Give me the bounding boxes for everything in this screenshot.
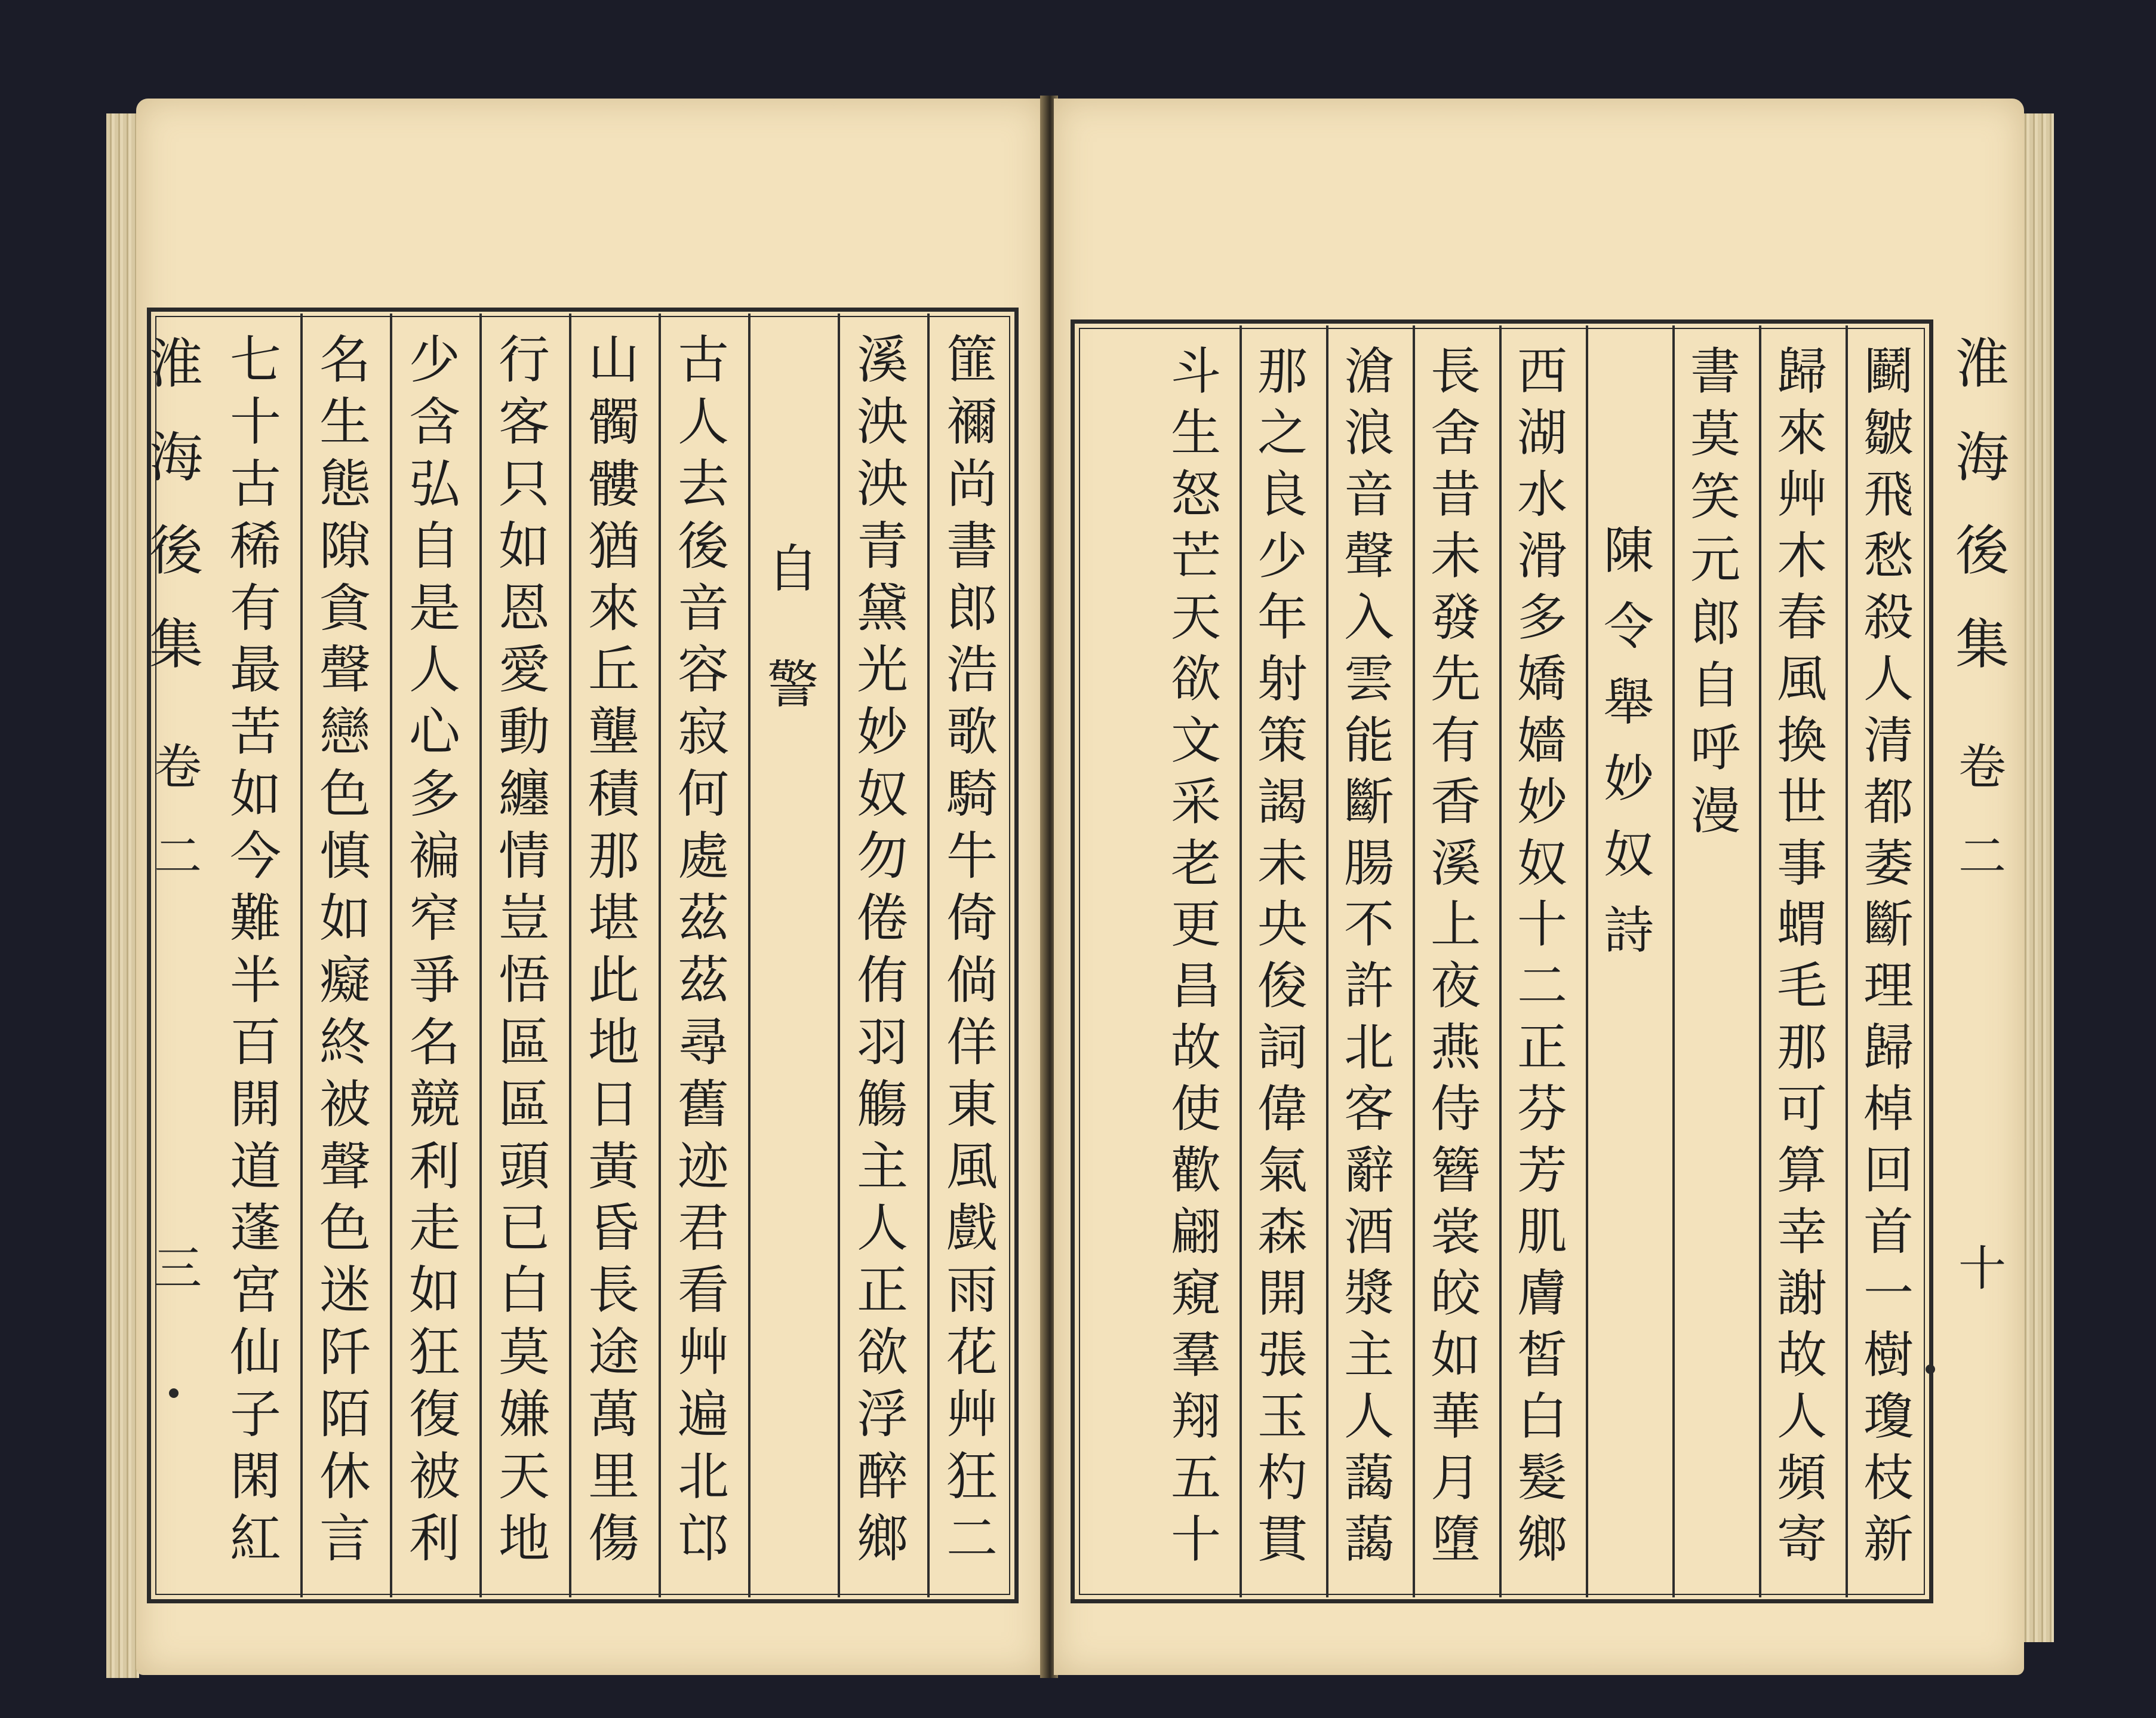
column-rule <box>1846 325 1848 1597</box>
text-column-9: 斗 生 怒 芒 天 欲 文 采 老 更 昌 故 使 歡 翩 窺 羣 翔 五 十 <box>1170 342 1221 1569</box>
text-column-5: 山 髑 髏 猶 來 丘 壟 積 那 堪 此 地 日 黃 昏 長 途 萬 里 傷 <box>588 330 639 1569</box>
margin-page-number: 十 <box>1958 1241 2006 1296</box>
column-rule <box>479 314 482 1597</box>
text-column-4: 古 人 去 後 音 容 寂 何 處 茲 茲 尋 舊 迹 君 看 艸 遍 北 邙 <box>678 330 729 1569</box>
text-column-8: 名 生 態 隙 貪 聲 戀 色 慎 如 癡 終 被 聲 色 迷 阡 陌 休 言 <box>319 330 371 1569</box>
left-page-edge <box>106 113 139 1678</box>
text-column-5: 西 湖 水 滑 多 嬌 嬙 妙 奴 十 二 正 芬 芳 肌 膚 皙 白 髮 鄉 <box>1517 342 1567 1569</box>
column-rule <box>569 314 571 1597</box>
column-rule <box>1586 325 1588 1597</box>
column-rule <box>748 314 751 1597</box>
column-rule <box>1326 325 1328 1597</box>
text-column-1: 鬬 皺 飛 愁 殺 人 清 都 萎 斷 理 歸 棹 回 首 一 樹 瓊 枝 新 <box>1863 342 1914 1569</box>
text-column-2: 溪 泱 泱 青 黛 光 妙 奴 勿 倦 侑 羽 觴 主 人 正 欲 浮 醉 鄉 <box>857 330 908 1569</box>
column-rule <box>390 314 392 1597</box>
column-rule <box>1499 325 1502 1597</box>
text-column-7: 少 含 弘 自 是 人 心 多 褊 窄 爭 名 競 利 走 如 狂 復 被 利 <box>409 330 460 1569</box>
margin-title: 淮 海 後 集 <box>1955 333 2009 676</box>
column-rule <box>1759 325 1761 1597</box>
fishtail-dot <box>1926 1364 1935 1374</box>
column-rule <box>1413 325 1415 1597</box>
fishtail-dot <box>169 1388 179 1398</box>
text-column-4: 陳 令 舉 妙 奴 詩 <box>1603 521 1654 960</box>
column-rule <box>1672 325 1675 1597</box>
column-rule <box>927 314 930 1597</box>
column-rule <box>300 314 303 1597</box>
margin-volume: 卷 二 <box>1958 739 2006 884</box>
text-column-7: 滄 浪 音 聲 入 雲 能 斷 腸 不 許 北 客 辭 酒 漿 主 人 藹 藹 <box>1343 342 1394 1569</box>
column-rule <box>1240 325 1242 1597</box>
text-column-9: 七 十 古 稀 有 最 苦 如 今 難 半 百 開 道 蓬 宮 仙 子 閑 紅 <box>230 330 281 1569</box>
right-page-edge <box>2021 113 2054 1642</box>
column-rule <box>659 314 661 1597</box>
column-rule <box>838 314 840 1597</box>
text-column-8: 那 之 良 少 年 射 策 謁 未 央 俊 詞 偉 氣 森 開 張 玉 杓 貫 <box>1257 342 1308 1569</box>
margin-volume: 卷 二 <box>154 739 202 884</box>
text-column-2: 歸 來 艸 木 春 風 換 世 事 蝟 毛 那 可 算 幸 謝 故 人 頻 寄 <box>1776 342 1827 1569</box>
text-column-6: 長 舍 昔 未 發 先 有 香 溪 上 夜 燕 侍 簪 裳 皎 如 華 月 墮 <box>1430 342 1481 1569</box>
margin-title: 淮 海 後 集 <box>149 333 203 676</box>
right-page <box>1054 99 2024 1675</box>
text-column-6: 行 客 只 如 恩 愛 動 纏 情 豈 悟 區 區 頭 已 白 莫 嫌 天 地 <box>499 330 550 1569</box>
text-column-1: 篚 禰 尚 書 郎 浩 歌 騎 牛 倚 倘 佯 東 風 戲 雨 花 艸 狂 二 <box>946 330 998 1569</box>
left-page <box>136 99 1044 1675</box>
text-column-3: 自 警 <box>767 539 819 715</box>
margin-page-number: 三 <box>154 1241 202 1296</box>
text-column-3: 書 莫 笑 元 郎 自 呼 漫 <box>1690 342 1740 840</box>
